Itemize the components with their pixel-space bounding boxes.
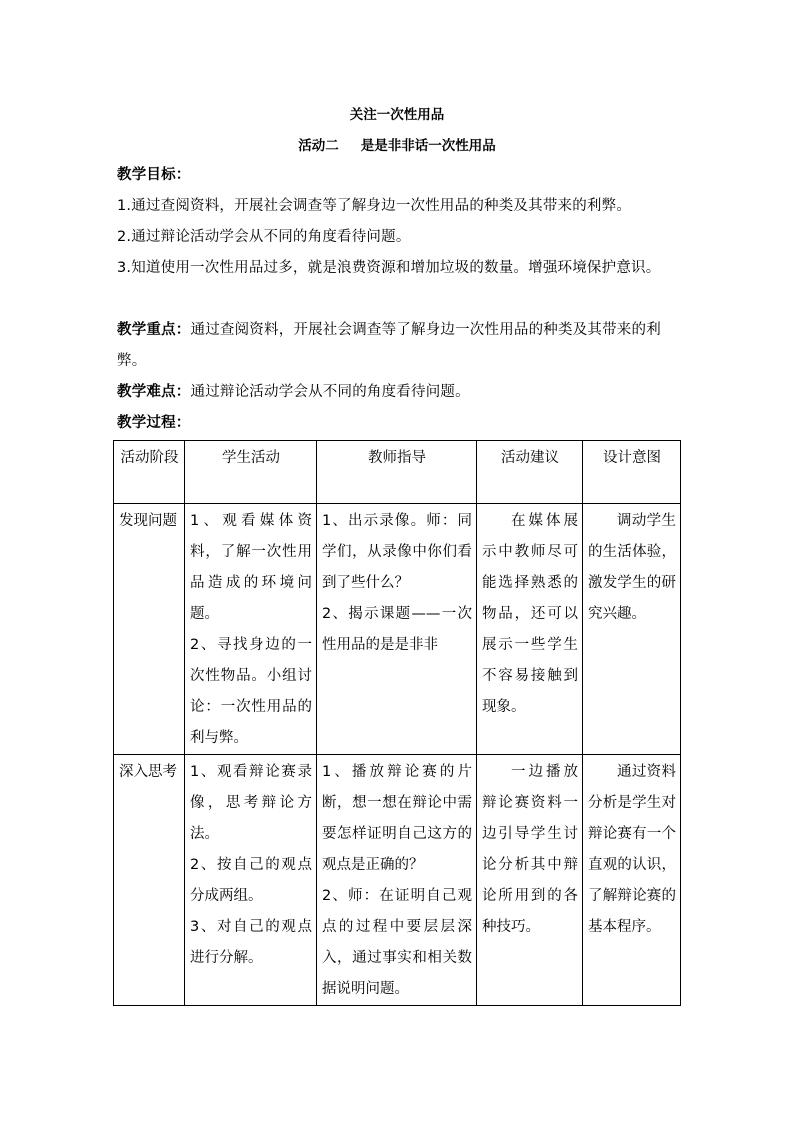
goals-heading: 教学目标：	[117, 167, 191, 183]
cell-teacher-guidance: 1、出示录像。师：同学们，从录像中你们看到了些什么？ 2、揭示课题——一次性用品的是是非非	[317, 504, 477, 755]
table-header-row	[114, 441, 681, 504]
difficulty-text: 通过辩论活动学会从不同的角度看待问题。	[190, 384, 470, 400]
goal-item-3: 3.知道使用一次性用品过多，就是浪费资源和增加垃圾的数量。增强环境保护意识。	[117, 260, 661, 276]
header-stage: 活动阶段	[114, 441, 185, 504]
cell-stage: 发现问题	[114, 504, 185, 755]
subtitle-activity-name: 是是非非话一次性用品	[360, 138, 496, 154]
goal-item-1: 1.通过查阅资料，开展社会调查等了解身边一次性用品的种类及其带来的利弊。	[117, 198, 632, 214]
cell-design-intent: 通过资料分析是学生对辩论赛有一个直观的认识，了解辩论赛的基本程序。	[583, 755, 681, 1006]
header-design-intent: 设计意图	[583, 441, 681, 504]
header-student-activity: 学生活动	[185, 441, 317, 504]
cell-student-activity: 1、观看媒体资料，了解一次性用品造成的环境问题。 2、寻找身边的一次性物品。小组讨论：一次性用品的利与弊。	[185, 504, 317, 755]
document-subtitle	[0, 134, 794, 154]
header-teacher-guidance: 教师指导	[317, 441, 477, 504]
cell-activity-suggestion: 在媒体展示中教师尽可能选择熟悉的物品，还可以展示一些学生不容易接触到现象。	[477, 504, 583, 755]
cell-stage: 深入思考	[114, 755, 185, 1006]
cell-design-intent: 调动学生的生活体验，激发学生的研究兴趣。	[583, 504, 681, 755]
key-point-text: 通过查阅资料，开展社会调查等了解身边一次性用品的种类及其带来的利弊。	[117, 322, 661, 369]
difficulty-label: 教学难点：	[117, 384, 191, 400]
process-heading: 教学过程：	[117, 415, 191, 431]
difficulty-point	[117, 377, 687, 408]
document-title: 关注一次性用品	[349, 107, 445, 123]
cell-teacher-guidance: 1、播放辩论赛的片断，想一想在辩论中需要怎样证明自己这方的观点是正确的？ 2、师：在证明自己观点的过程中要层层深入，通过事实和相关数据说明问题。	[317, 755, 477, 1006]
teaching-process-table	[113, 440, 681, 1006]
subtitle-activity-number: 活动二	[298, 138, 339, 154]
cell-student-activity: 1、观看辩论赛录像，思考辩论方法。 2、按自己的观点分成两组。 3、对自己的观点进行分解。	[185, 755, 317, 1006]
key-point	[117, 315, 687, 377]
header-activity-suggestion: 活动建议	[477, 441, 583, 504]
table-row	[114, 504, 681, 755]
key-point-label: 教学重点：	[117, 322, 191, 338]
table-row	[114, 755, 681, 1006]
goal-item-2: 2.通过辩论活动学会从不同的角度看待问题。	[117, 229, 411, 245]
cell-activity-suggestion: 一边播放辩论赛资料一边引导学生讨论分析其中辩论所用到的各种技巧。	[477, 755, 583, 1006]
